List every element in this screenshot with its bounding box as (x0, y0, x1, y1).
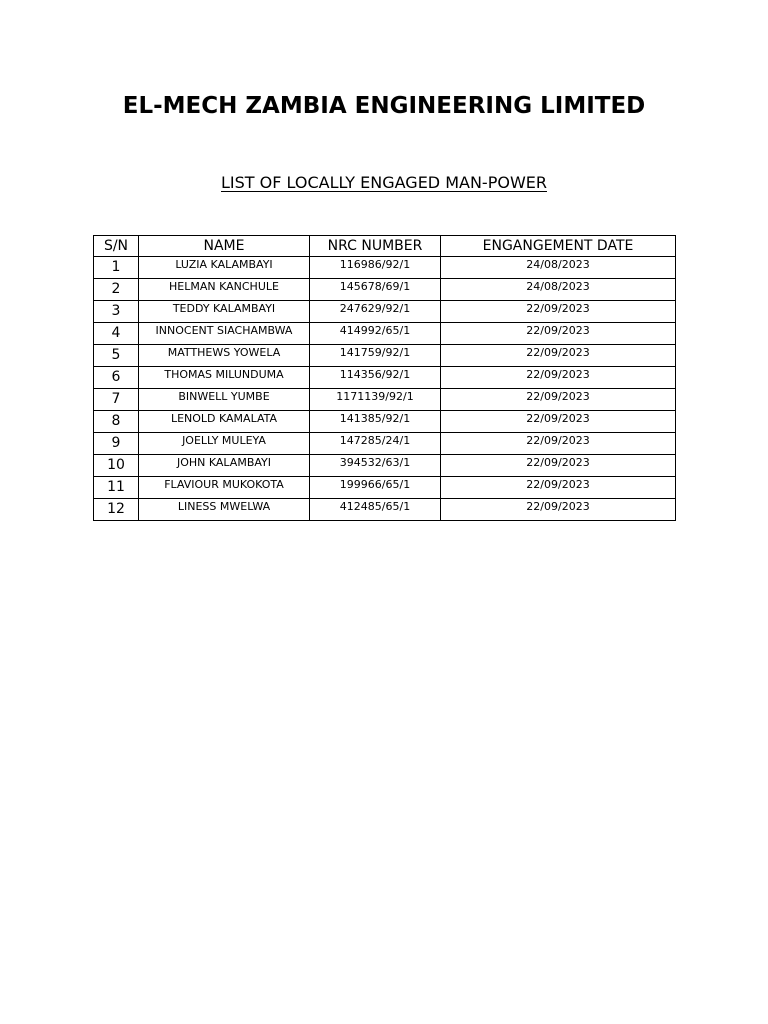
cell-nrc-number: 147285/24/1 (310, 433, 441, 455)
cell-sn: 5 (94, 345, 139, 367)
cell-engagement-date: 22/09/2023 (441, 477, 676, 499)
cell-engagement-date: 22/09/2023 (441, 323, 676, 345)
table-header-row (94, 236, 676, 257)
cell-engagement-date: 22/09/2023 (441, 345, 676, 367)
cell-name: LENOLD KAMALATA (139, 411, 310, 433)
cell-sn: 4 (94, 323, 139, 345)
cell-name: MATTHEWS YOWELA (139, 345, 310, 367)
cell-engagement-date: 22/09/2023 (441, 499, 676, 521)
cell-sn: 3 (94, 301, 139, 323)
cell-nrc-number: 412485/65/1 (310, 499, 441, 521)
cell-nrc-number: 394532/63/1 (310, 455, 441, 477)
table-row (94, 257, 676, 279)
cell-engagement-date: 24/08/2023 (441, 279, 676, 301)
cell-nrc-number: 199966/65/1 (310, 477, 441, 499)
cell-sn: 6 (94, 367, 139, 389)
cell-engagement-date: 22/09/2023 (441, 367, 676, 389)
cell-engagement-date: 22/09/2023 (441, 411, 676, 433)
cell-engagement-date: 22/09/2023 (441, 301, 676, 323)
cell-sn: 2 (94, 279, 139, 301)
cell-name: FLAVIOUR MUKOKOTA (139, 477, 310, 499)
cell-name: THOMAS MILUNDUMA (139, 367, 310, 389)
cell-name: JOELLY MULEYA (139, 433, 310, 455)
table-row (94, 279, 676, 301)
cell-engagement-date: 22/09/2023 (441, 433, 676, 455)
cell-nrc-number: 114356/92/1 (310, 367, 441, 389)
cell-nrc-number: 247629/92/1 (310, 301, 441, 323)
table-row (94, 367, 676, 389)
cell-nrc-number: 141759/92/1 (310, 345, 441, 367)
manpower-table (93, 235, 676, 521)
cell-engagement-date: 22/09/2023 (441, 389, 676, 411)
cell-nrc-number: 116986/92/1 (310, 257, 441, 279)
table-row (94, 411, 676, 433)
header-name: NAME (139, 236, 310, 257)
document-subtitle-text: LIST OF LOCALLY ENGAGED MAN-POWER (221, 173, 547, 192)
cell-sn: 7 (94, 389, 139, 411)
cell-name: TEDDY KALAMBAYI (139, 301, 310, 323)
table-row (94, 433, 676, 455)
cell-sn: 10 (94, 455, 139, 477)
document-title: EL-MECH ZAMBIA ENGINEERING LIMITED (122, 93, 646, 119)
cell-sn: 8 (94, 411, 139, 433)
cell-engagement-date: 22/09/2023 (441, 455, 676, 477)
header-engagement-date: ENGANGEMENT DATE (441, 236, 676, 257)
header-sn: S/N (94, 236, 139, 257)
table-body (94, 257, 676, 521)
table-row (94, 499, 676, 521)
table-row (94, 345, 676, 367)
cell-name: JOHN KALAMBAYI (139, 455, 310, 477)
cell-sn: 9 (94, 433, 139, 455)
cell-name: LUZIA KALAMBAYI (139, 257, 310, 279)
cell-nrc-number: 1171139/92/1 (310, 389, 441, 411)
table-header (94, 236, 676, 257)
cell-engagement-date: 24/08/2023 (441, 257, 676, 279)
table-row (94, 323, 676, 345)
cell-name: LINESS MWELWA (139, 499, 310, 521)
cell-sn: 12 (94, 499, 139, 521)
cell-nrc-number: 414992/65/1 (310, 323, 441, 345)
cell-nrc-number: 141385/92/1 (310, 411, 441, 433)
table-row (94, 301, 676, 323)
cell-sn: 11 (94, 477, 139, 499)
cell-name: INNOCENT SIACHAMBWA (139, 323, 310, 345)
cell-name: HELMAN KANCHULE (139, 279, 310, 301)
cell-name: BINWELL YUMBE (139, 389, 310, 411)
table-row (94, 477, 676, 499)
document-subtitle (0, 172, 768, 194)
table-row (94, 455, 676, 477)
cell-nrc-number: 145678/69/1 (310, 279, 441, 301)
cell-sn: 1 (94, 257, 139, 279)
table-row (94, 389, 676, 411)
header-nrc-number: NRC NUMBER (310, 236, 441, 257)
